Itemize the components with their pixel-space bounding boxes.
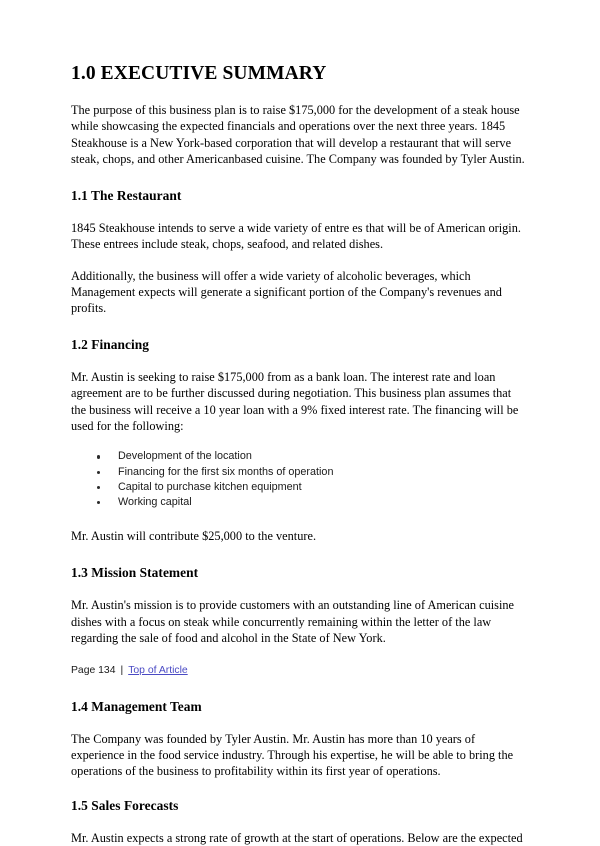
spacer (71, 510, 529, 528)
management-paragraph: The Company was founded by Tyler Austin. Mr. Austin has more than 10 years of experience in the food service industry. Through his expertise, he will be able to bring the operations of the business to profitability within its first year of operations. (71, 731, 514, 779)
footer-nav (71, 664, 529, 678)
page-title: 1.0 EXECUTIVE SUMMARY (71, 63, 327, 84)
list-item: Financing for the first six months of operation (71, 465, 529, 480)
nav-separator: | (120, 665, 124, 677)
spacer (71, 780, 529, 798)
section-heading-mission: 1.3 Mission Statement (71, 565, 199, 581)
spacer (71, 205, 529, 220)
page-number-label: Page 134 (71, 665, 116, 677)
section-heading-financing: 1.2 Financing (71, 337, 150, 353)
list-item: Capital to purchase kitchen equipment (71, 480, 529, 495)
restaurant-paragraph-1: 1845 Steakhouse intends to serve a wide variety of entre es that will be of American origin. These entrees include steak, chops, seafood, and related dishes. (71, 220, 521, 252)
intro-paragraph: The purpose of this business plan is to raise $175,000 for the development of a steak house while showcasing the expected financials and operations over the next three years. 1845 Steakhouse is a New York-based corporation that will develop a restaurant that will serve steak, chops, and other Americanbased cuisine. The Company was founded by Tyler Austin. (71, 103, 525, 166)
sales-forecasts-paragraph: Mr. Austin expects a strong rate of growth at the start of operations. Below are the expected (71, 830, 523, 845)
spacer (71, 354, 529, 369)
document-content (71, 0, 529, 846)
spacer (71, 716, 529, 731)
spacer (71, 815, 529, 830)
spacer (71, 678, 529, 699)
mission-paragraph: Mr. Austin's mission is to provide customers with an outstanding line of American cuisine dishes with a focus on steak while concurrently remaining within the letter of the law regarding the sale of food and alcohol in the State of New York. (71, 598, 515, 645)
spacer (71, 646, 529, 664)
financing-use-list (71, 449, 529, 510)
section-heading-sales-forecasts: 1.5 Sales Forecasts (71, 797, 179, 813)
spacer (71, 316, 529, 337)
spacer (71, 434, 529, 449)
financing-intro-paragraph: Mr. Austin is seeking to raise $175,000 from as a bank loan. The interest rate and loan agreement are to be further discussed during negotiation. This business plan assumes that the business will receive a 10 year loan with a 9% fixed interest rate. The financing will be used for the following: (71, 370, 519, 434)
financing-closing-paragraph: Mr. Austin will contribute $25,000 to the venture. (71, 529, 317, 544)
spacer (71, 253, 529, 268)
list-item: Development of the location (71, 449, 529, 464)
spacer (71, 544, 529, 565)
list-item: Working capital (71, 495, 529, 510)
section-heading-management: 1.4 Management Team (71, 699, 202, 715)
spacer (71, 167, 529, 188)
spacer (71, 582, 529, 597)
restaurant-paragraph-2: Additionally, the business will offer a wide variety of alcoholic beverages, which Management expects will generate a significant portion of the Company's revenues and profits. (71, 268, 502, 316)
top-of-article-link[interactable]: Top of Article (128, 665, 188, 677)
section-heading-restaurant: 1.1 The Restaurant (71, 188, 182, 204)
